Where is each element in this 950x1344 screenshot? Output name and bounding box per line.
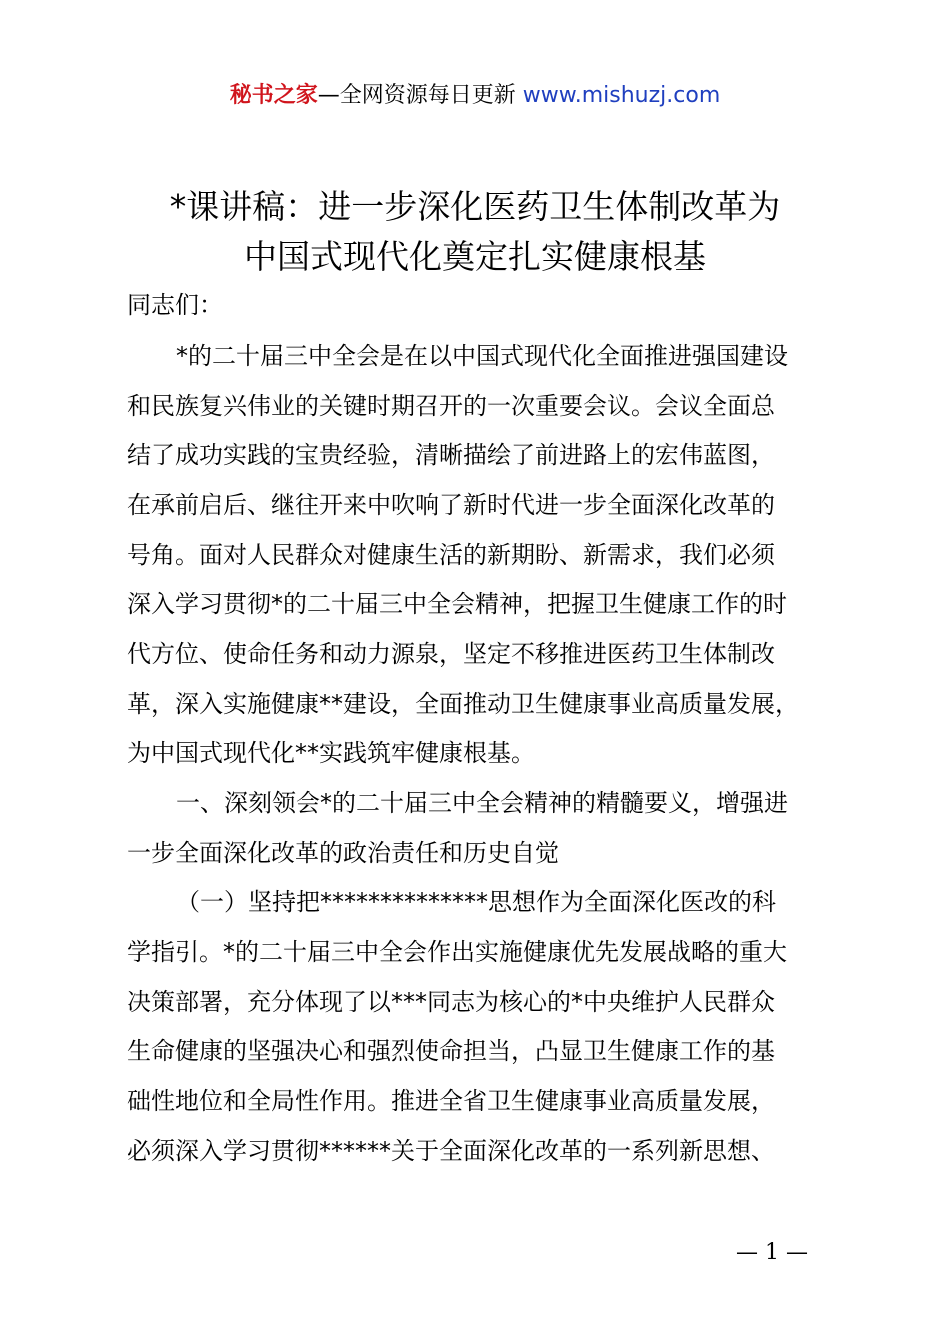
salutation: 同志们： xyxy=(127,291,223,319)
paragraph-line: 革，深入实施健康**建设，全面推动卫生健康事业高质量发展， xyxy=(127,690,799,718)
paragraph-line: 结了成功实践的宝贵经验，清晰描绘了前进路上的宏伟蓝图， xyxy=(127,441,775,469)
paragraph-line: 号角。面对人民群众对健康生活的新期盼、新需求，我们必须 xyxy=(127,541,775,569)
paragraph-line: 决策部署，充分体现了以***同志为核心的*中央维护人民群众 xyxy=(127,988,775,1016)
page-number: — 1 — xyxy=(736,1240,808,1265)
paragraph-line: 必须深入学习贯彻******关于全面深化改革的一系列新思想、 xyxy=(127,1137,775,1165)
paragraph-line: 和民族复兴伟业的关键时期召开的一次重要会议。会议全面总 xyxy=(127,392,775,420)
paragraph-line: （一）坚持把**************思想作为全面深化医改的科 xyxy=(176,888,776,916)
paragraph-line: 深入学习贯彻*的二十届三中全会精神，把握卫生健康工作的时 xyxy=(127,590,787,618)
document-title-line-1: *课讲稿：进一步深化医药卫生体制改革为 xyxy=(169,187,781,226)
paragraph-line: *的二十届三中全会是在以中国式现代化全面推进强国建设 xyxy=(176,342,788,370)
paragraph-line: 生命健康的坚强决心和强烈使命担当，凸显卫生健康工作的基 xyxy=(127,1037,775,1065)
paragraph-line: 在承前启后、继往开来中吹响了新时代进一步全面深化改革的 xyxy=(127,491,775,519)
paragraph-line: 础性地位和全局性作用。推进全省卫生健康事业高质量发展， xyxy=(127,1087,775,1115)
site-brand: 秘书之家 xyxy=(229,83,318,108)
document-title-line-2: 中国式现代化奠定扎实健康根基 xyxy=(244,237,706,276)
paragraph-line: 学指引。*的二十届三中全会作出实施健康优先发展战略的重大 xyxy=(127,938,787,966)
site-url[interactable]: www.mishuzj.com xyxy=(522,83,721,108)
section-heading-line: 一步全面深化改革的政治责任和历史自觉 xyxy=(127,839,559,867)
section-heading-line: 一、深刻领会*的二十届三中全会精神的精髓要义，增强进 xyxy=(176,789,788,817)
paragraph-line: 代方位、使命任务和动力源泉，坚定不移推进医药卫生体制改 xyxy=(127,640,775,668)
site-tagline: —全网资源每日更新 xyxy=(317,83,516,108)
site-header xyxy=(0,80,950,112)
paragraph-line: 为中国式现代化**实践筑牢健康根基。 xyxy=(127,739,535,767)
